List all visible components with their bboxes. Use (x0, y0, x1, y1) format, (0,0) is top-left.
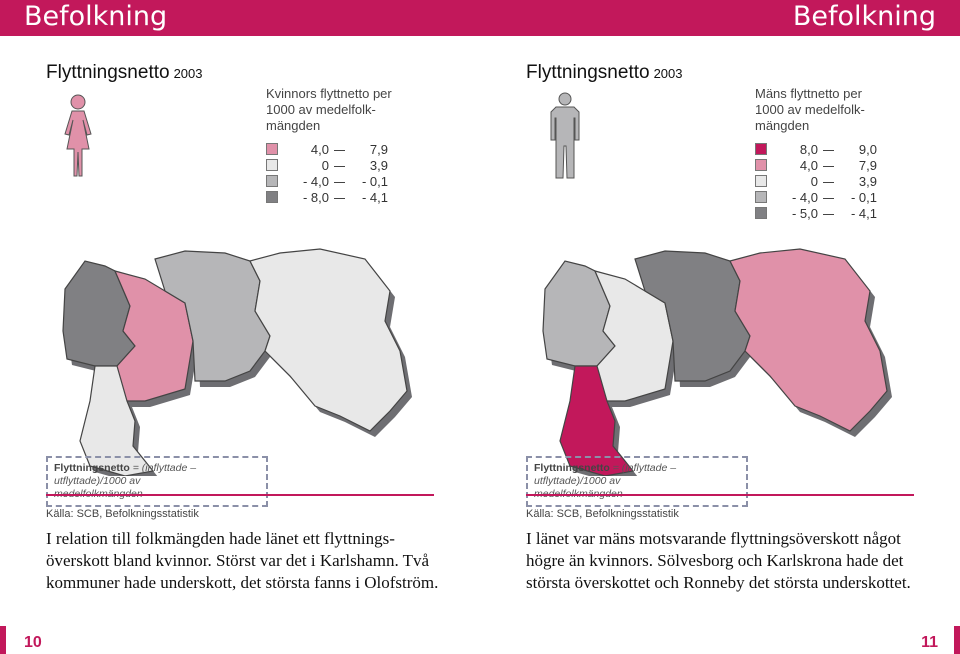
formula-label: Flyttningsnetto (54, 462, 130, 474)
title-text: Flyttningsnetto (46, 62, 170, 83)
legend-row (755, 206, 885, 222)
legend-caption-line: mängden (755, 118, 810, 133)
divider-rule (526, 494, 914, 496)
body-text: I länet var mäns motsvarande flyttningsöverskott något högre än kvinnors. Sölvesborg och Karlskrona hade det största överskottet och Ronneby det största underskottet. (526, 529, 911, 592)
legend-dash (334, 198, 345, 199)
source-note: Källa: SCB, Befolkningsstatistik (46, 508, 199, 520)
legend-caption (266, 86, 392, 134)
legend-from: - 5,0 (791, 206, 818, 221)
legend-swatch (755, 207, 767, 219)
legend-dash (334, 150, 345, 151)
header-bar (0, 0, 960, 36)
title-text: Flyttningsnetto (526, 62, 650, 83)
legend-from: 4,0 (799, 158, 818, 173)
male-figure-icon (548, 92, 582, 180)
legend-to: - 4,1 (850, 206, 877, 221)
formula-label: Flyttningsnetto (534, 462, 610, 474)
legend-to: 3,9 (369, 158, 388, 173)
legend-row (266, 174, 396, 190)
legend-to: 7,9 (369, 142, 388, 157)
right-page (480, 36, 960, 654)
legend-row (755, 142, 885, 158)
legend-caption-line: Kvinnors flyttnetto per (266, 86, 392, 101)
formula-box (46, 456, 268, 507)
legend-dash (823, 182, 834, 183)
legend-swatch (266, 159, 278, 171)
formula-box (526, 456, 748, 507)
legend-row (266, 142, 396, 158)
female-figure-icon (58, 94, 98, 180)
legend-swatch (755, 159, 767, 171)
source-note: Källa: SCB, Befolkningsstatistik (526, 508, 679, 520)
formula-text: = (inflyttade – utflyttade)/1000 av (54, 462, 197, 487)
legend-from: 0 (810, 174, 818, 189)
legend-dash (823, 198, 834, 199)
legend-swatch (755, 175, 767, 187)
title-year: 2003 (653, 66, 683, 81)
legend-caption-line: 1000 av medelfolk- (755, 102, 865, 117)
map-title (526, 62, 683, 84)
legend-to: - 0,1 (850, 190, 877, 205)
choropleth-map-men (525, 241, 905, 476)
map-title (46, 62, 203, 84)
formula-text: = (inflyttade – utflyttade)/1000 av (534, 462, 677, 487)
choropleth-map-women (45, 241, 425, 476)
legend-dash (334, 166, 345, 167)
legend-to: 7,9 (858, 158, 877, 173)
legend-dash (823, 214, 834, 215)
body-text: I relation till folkmängden hade länet ett flyttnings-överskott bland kvinnor. Störst var det i Karlshamn. Två kommuner hade underskott, det största fanns i Olofström. (46, 529, 439, 592)
legend-from: 0 (321, 158, 329, 173)
legend-from: - 4,0 (791, 190, 818, 205)
legend-swatch (266, 143, 278, 155)
legend-caption-line: Mäns flyttnetto per (755, 86, 862, 101)
legend-row (755, 158, 885, 174)
page-number: 10 (24, 634, 42, 651)
legend-caption-line: mängden (266, 118, 321, 133)
page-corner-mark (954, 626, 960, 654)
legend-from: - 8,0 (302, 190, 329, 205)
legend-swatch (266, 175, 278, 187)
legend-to: 3,9 (858, 174, 877, 189)
legend-row (755, 174, 885, 190)
legend-row (266, 158, 396, 174)
legend-row (755, 190, 885, 206)
page-corner-mark (0, 626, 6, 654)
legend-swatch (755, 191, 767, 203)
legend-from: 4,0 (310, 142, 329, 157)
legend-dash (823, 166, 834, 167)
legend-swatch (266, 191, 278, 203)
title-year: 2003 (173, 66, 203, 81)
legend-swatch (755, 143, 767, 155)
legend-to: - 0,1 (361, 174, 388, 189)
municipality-karlskrona (250, 249, 407, 431)
header-title-left: Befolkning (24, 1, 168, 32)
left-page (0, 36, 480, 654)
page-number: 11 (921, 634, 938, 651)
legend-caption-line: 1000 av medelfolk- (266, 102, 376, 117)
legend-from: 8,0 (799, 142, 818, 157)
legend-dash (823, 150, 834, 151)
divider-rule (46, 494, 434, 496)
legend-from: - 4,0 (302, 174, 329, 189)
legend-to: 9,0 (858, 142, 877, 157)
legend-dash (334, 182, 345, 183)
header-title-right: Befolkning (792, 1, 936, 32)
legend-row (266, 190, 396, 206)
municipality-karlskrona (730, 249, 887, 431)
legend-to: - 4,1 (361, 190, 388, 205)
legend-caption (755, 86, 865, 134)
